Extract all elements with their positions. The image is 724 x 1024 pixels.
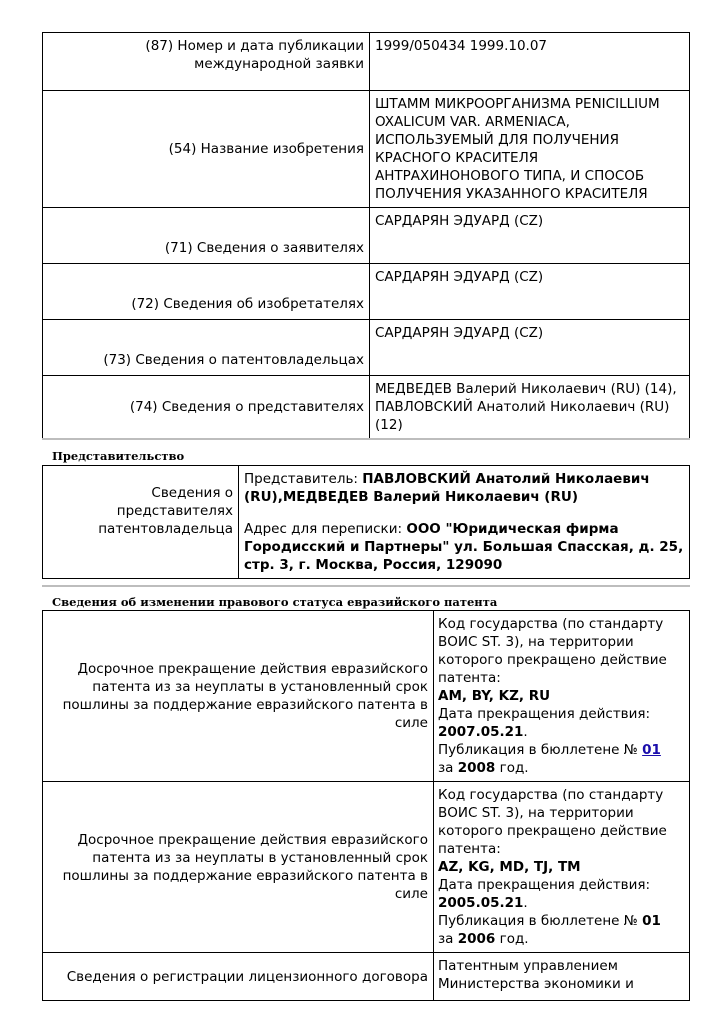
field-label: (73) Сведения о патентовладельцах <box>43 320 370 376</box>
country-code-text: Код государства (по стандарту ВОИС ST. 3), на территории которого прекращено действие патента: <box>438 616 667 686</box>
bulletin-year-line <box>438 759 684 777</box>
bulletin-year: 2006 <box>457 931 496 947</box>
country-codes: AM, BY, KZ, RU <box>438 688 551 704</box>
field-label: (72) Сведения об изобретателях <box>43 264 370 320</box>
bulletin-line <box>438 741 684 759</box>
address-value: ООО "Юридическая фирма Городисский и Партнеры" ул. Большая Спасская, д. 25, стр. 3, г. Москва, Россия, 129090 <box>244 521 684 573</box>
representative-names: ПАВЛОВСКИЙ Анатолий Николаевич (RU),МЕДВЕДЕВ Валерий Николаевич (RU) <box>244 471 650 505</box>
table-row <box>43 33 690 91</box>
field-value: 1999/050434 1999.10.07 <box>370 33 690 91</box>
section-title-representation: Представительство <box>52 449 185 463</box>
table-row <box>43 611 690 782</box>
bulletin-year: 2008 <box>457 760 496 776</box>
field-value: САРДАРЯН ЭДУАРД (CZ) <box>370 264 690 320</box>
bibliographic-table <box>42 32 690 439</box>
table-row <box>43 953 690 1001</box>
termination-date: 2007.05.21 <box>438 724 524 740</box>
termination-date-line <box>438 723 684 741</box>
status-value <box>434 782 690 953</box>
table-row <box>43 466 690 579</box>
table-row <box>43 208 690 264</box>
field-value: ШТАММ МИКРООРГАНИЗМА PENICILLIUM OXALICUM VAR. ARMENIACA, ИСПОЛЬЗУЕМЫЙ ДЛЯ ПОЛУЧЕНИЯ КРАСНОГО КРАСИТЕЛЯ АНТРАХИНОНОВОГО ТИПА, И СПОСОБ ПОЛУЧЕНИЯ УКАЗАННОГО КРАСИТЕЛЯ <box>370 91 690 208</box>
termination-date-line <box>438 894 684 912</box>
year-prefix: за <box>438 931 458 947</box>
section-divider <box>42 585 690 587</box>
bulletin-year-line <box>438 930 684 948</box>
legal-status-table <box>42 610 690 1001</box>
country-codes: AZ, KG, MD, TJ, TM <box>438 859 581 875</box>
bulletin-number: 01 <box>642 913 661 929</box>
termination-date-label: Дата прекращения действия: <box>438 877 651 893</box>
bulletin-prefix: Публикация в бюллетене № <box>438 913 643 929</box>
table-row <box>43 320 690 376</box>
date-period: . <box>523 724 528 740</box>
country-code-text: Код государства (по стандарту ВОИС ST. 3), на территории которого прекращено действие патента: <box>438 787 667 857</box>
field-label: (87) Номер и дата публикации международной заявки <box>43 33 370 91</box>
bulletin-prefix: Публикация в бюллетене № <box>438 742 643 758</box>
field-label: Сведения о представителях патентовладельца <box>43 466 239 579</box>
termination-date-label: Дата прекращения действия: <box>438 706 651 722</box>
representation-table <box>42 465 690 579</box>
status-label: Досрочное прекращение действия евразийского патента из за неуплаты в установленный срок пошлины за поддержание евразийского патента в силе <box>43 611 434 782</box>
field-value: САРДАРЯН ЭДУАРД (CZ) <box>370 208 690 264</box>
field-label: (54) Название изобретения <box>43 91 370 208</box>
table-row <box>43 91 690 208</box>
representative-prefix: Представитель: <box>244 471 363 487</box>
table-row <box>43 264 690 320</box>
termination-date: 2005.05.21 <box>438 895 524 911</box>
status-value <box>434 611 690 782</box>
field-value: МЕДВЕДЕВ Валерий Николаевич (RU) (14), ПАВЛОВСКИЙ Анатолий Николаевич (RU)(12) <box>370 376 690 439</box>
table-row <box>43 782 690 953</box>
date-period: . <box>523 895 528 911</box>
license-value: Патентным управлением Министерства экономики и <box>434 953 690 1001</box>
address-prefix: Адрес для переписки: <box>244 521 407 537</box>
year-prefix: за <box>438 760 458 776</box>
section-divider <box>42 438 690 440</box>
bulletin-link[interactable]: 01 <box>642 742 661 758</box>
field-label: (74) Сведения о представителях <box>43 376 370 439</box>
year-suffix: год. <box>495 760 529 776</box>
table-row <box>43 376 690 439</box>
section-title-status: Сведения об изменении правового статуса евразийского патента <box>52 595 498 609</box>
representative-line <box>244 470 684 506</box>
year-suffix: год. <box>495 931 529 947</box>
field-label: (71) Сведения о заявителях <box>43 208 370 264</box>
field-value <box>239 466 690 579</box>
address-line <box>244 520 684 574</box>
bulletin-line <box>438 912 684 930</box>
status-label: Досрочное прекращение действия евразийского патента из за неуплаты в установленный срок пошлины за поддержание евразийского патента в силе <box>43 782 434 953</box>
field-value: САРДАРЯН ЭДУАРД (CZ) <box>370 320 690 376</box>
license-label: Сведения о регистрации лицензионного договора <box>43 953 434 1001</box>
